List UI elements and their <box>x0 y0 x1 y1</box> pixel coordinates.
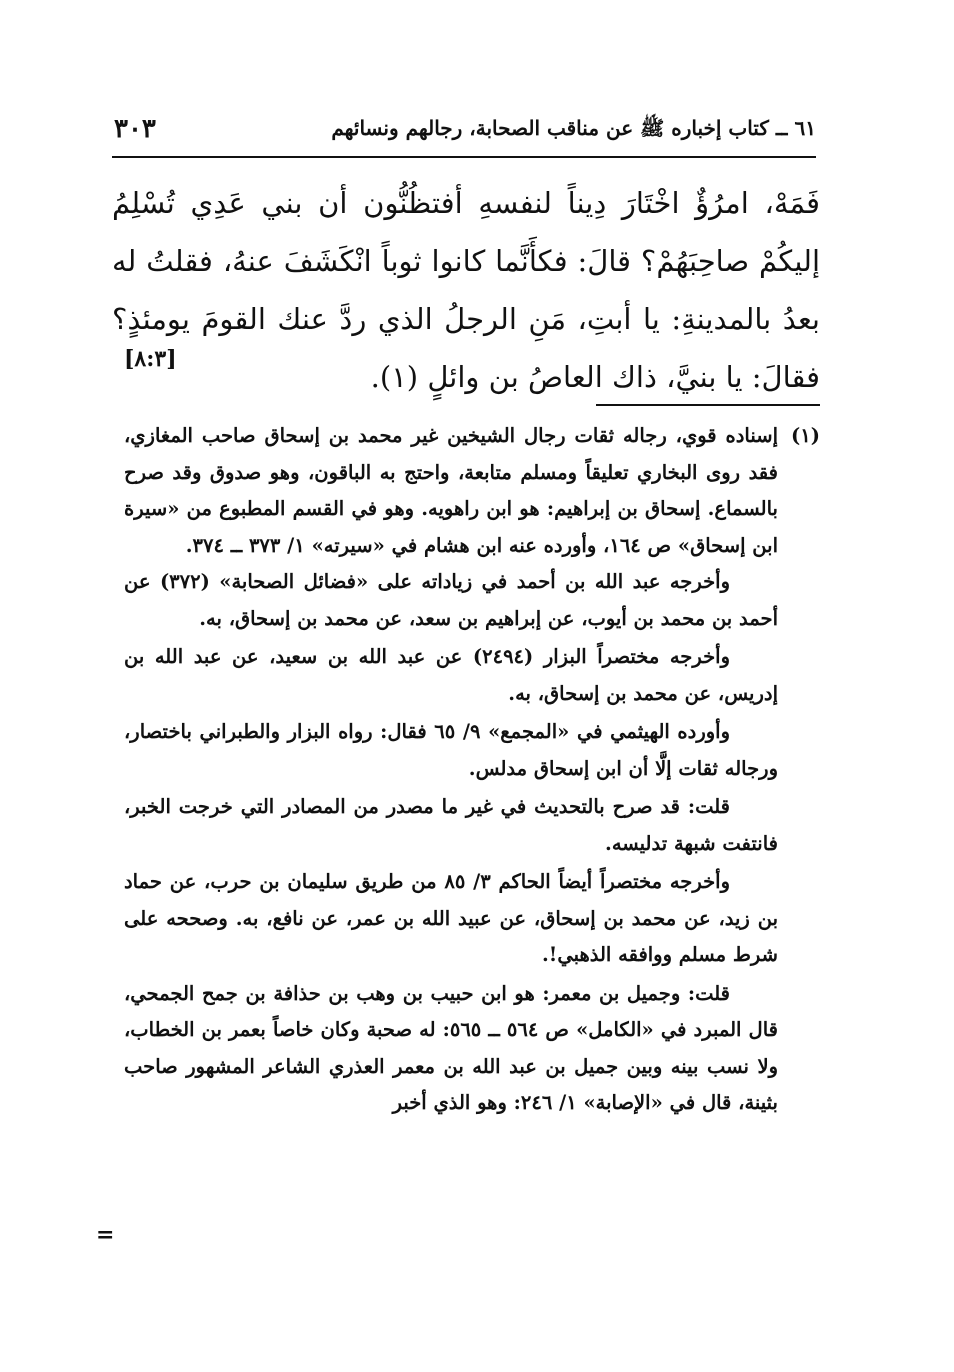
continuation-mark: = <box>96 1222 115 1248</box>
footnote-paragraph: وأخرجه مختصراً البزار (٢٤٩٤) عن عبد الله بن سعيد، عن عبد الله بن إدريس، عن محمد بن إسحاق، به. <box>124 645 778 705</box>
main-paragraph: فَمَهْ، امرُؤٌ اخْتَارَ دِيناً لنفسهِ أفتظُنُّون أن بني عَدِي تُسْلِمُ إليكُمْ صاحِبَهُمْ؟ قالَ: فكأَنَّما كانوا ثوباً انْكَشَفَ عنهُ، فقلتُ له بعدُ بالمدينةِ: يا أبتِ، مَنِ الرجلُ الذي ردَّ عنك القومَ يومئذٍ؟ فقالَ: يا بنيَّ، ذاك العاصُ بن وائلٍ (١). <box>112 186 820 394</box>
footnote-1 <box>124 418 820 564</box>
footnote-first-paragraph: إسناده قوي، رجاله ثقات رجال الشيخين غير محمد بن إسحاق صاحب المغازي، فقد روى البخاري تعليقاً ومسلم متابعة، واحتج به الباقون، وهو صدوق وقد صرح بالسماع. إسحاق بن إبراهيم: هو ابن راهويه. وهو في القسم المطبوع من «سيرة ابن إسحاق» ص ١٦٤، وأورده عنه ابن هشام في «سيرته» ١/ ٣٧٣ ــ ٣٧٤. <box>124 424 778 557</box>
running-header <box>112 110 816 156</box>
footnote-paragraph: وأخرجه عبد الله بن أحمد في زياداته على «فضائل الصحابة» (٣٧٢) عن أحمد بن محمد بن أيوب، عن إبراهيم بن سعد، عن محمد بن إسحاق، به. <box>124 570 778 630</box>
reference-tag: [٨:٣] <box>124 346 177 372</box>
footnote-paragraph: وأخرجه مختصراً أيضاً الحاكم ٣/ ٨٥ من طريق سليمان بن حرب، عن حماد بن زيد، عن محمد بن إسحاق، عن عبيد الله بن عمر، عن نافع، به. وصححه على شرط مسلم ووافقه الذهبي!. <box>124 870 778 966</box>
footnote-paragraph: قلت: وجميل بن معمر: هو ابن حبيب بن وهب بن حذافة بن جمح الجمحي، قال المبرد في «الكامل» ص ٥٦٤ ــ ٥٦٥: له صحبة وكان خاصاً بعمر بن الخطاب، ولا نسب بينه وبين جميل بن عبد الله بن معمر العذري الشاعر المشهور صاحب بثينة، قال في «الإصابة» ١/ ٢٤٦: وهو الذي أخبر <box>124 981 778 1114</box>
footnote-marker: (١) <box>791 424 820 447</box>
footnote-rule <box>596 404 820 406</box>
header-rule <box>112 156 816 158</box>
footnote-paragraph: وأورده الهيثمي في «المجمع» ٩/ ٦٥ فقال: رواه البزار والطبراني باختصار، ورجاله ثقات إلَّا أن ابن إسحاق مدلس. <box>124 720 778 780</box>
footnote-paragraph: قلت: قد صرح بالتحديث في غير ما مصدر من المصادر التي خرجت الخبر، فانتفت شبهة تدليسه. <box>124 795 778 855</box>
header-title: ٦١ ــ كتاب إخباره ﷺ عن مناقب الصحابة، رجالهم ونسائهم <box>331 116 816 140</box>
page-number: ٣٠٣ <box>114 114 156 144</box>
main-text <box>112 174 820 406</box>
footnotes <box>124 418 820 1124</box>
